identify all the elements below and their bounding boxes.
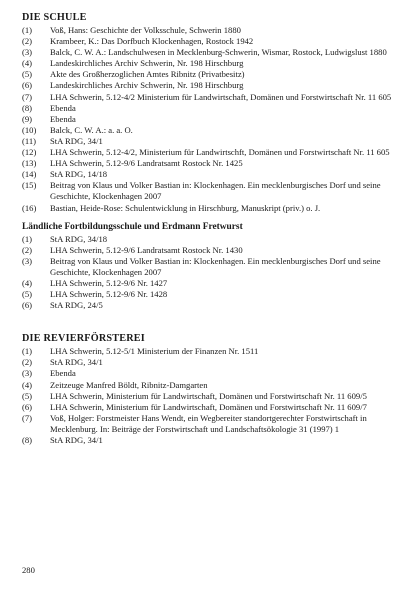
reference-item <box>22 346 394 357</box>
reference-number: (6) <box>22 300 33 311</box>
reference-item <box>22 289 394 300</box>
reference-number: (11) <box>22 135 36 146</box>
reference-number: (13) <box>22 158 37 169</box>
reference-item <box>22 147 394 158</box>
reference-item <box>22 180 394 202</box>
reference-number: (3) <box>22 368 33 379</box>
reference-list <box>22 346 394 446</box>
reference-text: LHA Schwerin, Ministerium für Landwirtschaft, Domänen und Forstwirtschaft Nr. 11 609/5 <box>50 390 367 401</box>
reference-text: StA RDG, 34/1 <box>50 357 103 368</box>
reference-item <box>22 25 394 36</box>
reference-number: (12) <box>22 147 37 158</box>
reference-text: Balck, C. W. A.: Landschulwesen in Mecklenburg-Schwerin, Wismar, Rostock, Ludwigslust 1880 <box>50 47 387 58</box>
reference-number: (2) <box>22 36 33 47</box>
reference-text: LHA Schwerin, 5.12-9/6 Landratsamt Rostock Nr. 1430 <box>50 244 243 255</box>
reference-item <box>22 58 394 69</box>
reference-text: StA RDG, 34/18 <box>50 233 108 244</box>
reference-number: (5) <box>22 69 33 80</box>
section-heading: DIE REVIERFÖRSTEREI <box>22 333 145 345</box>
reference-item <box>22 47 394 58</box>
reference-number: (6) <box>22 80 33 91</box>
reference-text: Ebenda <box>50 368 76 379</box>
reference-text: Ebenda <box>50 102 76 113</box>
reference-number: (6) <box>22 401 33 412</box>
reference-number: (2) <box>22 244 33 255</box>
reference-list <box>22 234 394 312</box>
reference-text: Bastian, Heide-Rose: Schulentwicklung in Hirschburg, Manuskript (priv.) o. J. <box>50 202 321 213</box>
reference-item <box>22 69 394 80</box>
reference-text: LHA Schwerin, 5.12-5/1 Ministerium der Finanzen Nr. 1511 <box>50 346 259 357</box>
section-fortbildungsschule <box>22 222 394 312</box>
reference-number: (4) <box>22 277 33 288</box>
reference-number: (14) <box>22 169 37 180</box>
reference-item <box>22 103 394 114</box>
reference-item <box>22 300 394 311</box>
reference-text: StA RDG, 14/18 <box>50 169 108 180</box>
reference-item <box>22 114 394 125</box>
reference-number: (16) <box>22 202 37 213</box>
reference-text: Balck, C. W. A.: a. a. O. <box>50 124 133 135</box>
reference-text: Landeskirchliches Archiv Schwerin, Nr. 198 Hirschburg <box>50 58 244 69</box>
section-subheading: Ländliche Fortbildungsschule und Erdmann Fretwurst <box>22 221 243 232</box>
reference-text: Voß, Holger: Forstmeister Hans Wendt, ein Wegbereiter standortgerechter Forstwirtschaft in Mecklenburg. In: Beiträge der Forstwirtschaft und Landschaftsökologie 31 (1997) 1 <box>50 412 367 434</box>
reference-text: Akte des Großherzoglichen Amtes Ribnitz (Privatbesitz) <box>50 69 245 80</box>
reference-number: (5) <box>22 289 33 300</box>
reference-number: (15) <box>22 180 37 191</box>
reference-item <box>22 234 394 245</box>
reference-number: (4) <box>22 58 33 69</box>
reference-number: (9) <box>22 113 33 124</box>
section-heading: DIE SCHULE <box>22 12 87 23</box>
reference-number: (3) <box>22 47 33 58</box>
reference-item <box>22 380 394 391</box>
reference-item <box>22 402 394 413</box>
reference-item <box>22 435 394 446</box>
reference-number: (4) <box>22 379 33 390</box>
reference-text: Zeitzeuge Manfred Böldt, Ribnitz-Damgarten <box>50 379 208 390</box>
reference-number: (1) <box>22 233 33 244</box>
reference-item <box>22 92 394 103</box>
reference-number: (7) <box>22 412 33 423</box>
reference-text: Krambeer, K.: Das Dorfbuch Klockenhagen, Rostock 1942 <box>50 36 254 47</box>
reference-item <box>22 136 394 147</box>
reference-number: (10) <box>22 124 37 135</box>
reference-item <box>22 278 394 289</box>
reference-item <box>22 368 394 379</box>
section-revierfoersterei <box>22 333 394 446</box>
reference-number: (1) <box>22 346 33 357</box>
reference-item <box>22 256 394 278</box>
reference-text: LHA Schwerin, Ministerium für Landwirtschaft, Domänen und Forstwirtschaft Nr. 11 609/7 <box>50 401 367 412</box>
reference-item <box>22 80 394 91</box>
reference-text: LHA Schwerin, 5.12-9/6 Landratsamt Rostock Nr. 1425 <box>50 158 243 169</box>
reference-number: (2) <box>22 357 33 368</box>
section-die-schule <box>22 12 394 214</box>
reference-list <box>22 25 394 214</box>
reference-item <box>22 391 394 402</box>
reference-number: (5) <box>22 390 33 401</box>
reference-text: LHA Schwerin, 5.12-4/2, Ministerium für Landwirtschft, Domänen und Forstwirtschaft Nr. 11 605 <box>50 147 390 158</box>
references-content <box>22 12 394 446</box>
reference-number: (8) <box>22 435 33 445</box>
reference-number: (8) <box>22 102 33 113</box>
reference-item <box>22 36 394 47</box>
reference-item <box>22 125 394 136</box>
reference-item <box>22 245 394 256</box>
reference-item <box>22 203 394 214</box>
reference-text: Beitrag von Klaus und Volker Bastian in: Klockenhagen. Ein mecklenburgisches Dorf und seine Geschichte, Klockenhagen 2007 <box>50 255 381 277</box>
reference-item <box>22 357 394 368</box>
reference-text: Voß, Hans: Geschichte der Volksschule, Schwerin 1880 <box>50 25 241 35</box>
reference-text: StA RDG, 24/5 <box>50 300 103 311</box>
page-number: 280 <box>22 565 35 575</box>
reference-item <box>22 158 394 169</box>
reference-text: LHA Schwerin, 5.12-4/2 Ministerium für Landwirtschaft, Domänen und Forstwirtschaft Nr. 11 605 <box>50 91 392 102</box>
reference-text: Landeskirchliches Archiv Schwerin, Nr. 198 Hirschburg <box>50 80 244 91</box>
reference-item <box>22 169 394 180</box>
reference-text: StA RDG, 34/1 <box>50 435 103 445</box>
reference-text: LHA Schwerin, 5.12-9/6 Nr. 1427 <box>50 277 168 288</box>
reference-number: (3) <box>22 255 33 266</box>
reference-text: Ebenda <box>50 113 76 124</box>
reference-item <box>22 413 394 435</box>
reference-text: LHA Schwerin, 5.12-9/6 Nr. 1428 <box>50 289 168 300</box>
reference-number: (1) <box>22 25 33 35</box>
reference-text: Beitrag von Klaus und Volker Bastian in: Klockenhagen. Ein mecklenburgisches Dorf und seine Geschichte, Klockenhagen 2007 <box>50 180 381 202</box>
reference-number: (7) <box>22 91 33 102</box>
reference-text: StA RDG, 34/1 <box>50 135 103 146</box>
